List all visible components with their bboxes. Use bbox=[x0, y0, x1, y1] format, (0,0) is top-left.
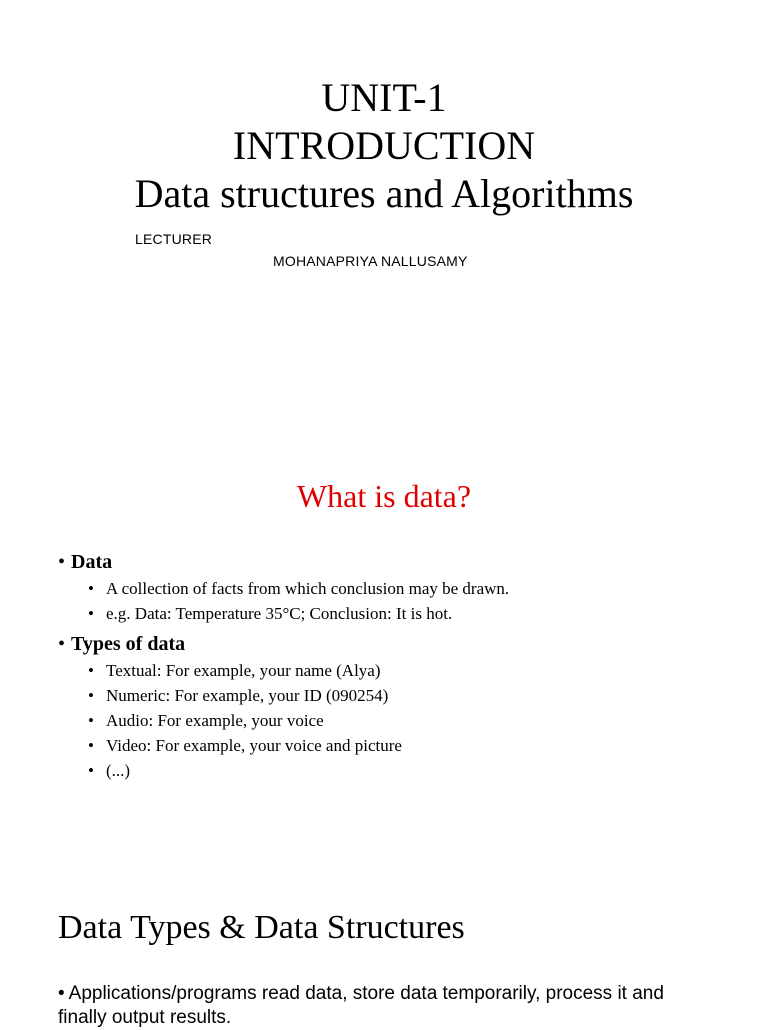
slide-what-is-data bbox=[0, 420, 768, 880]
bullet-dot: • bbox=[88, 761, 94, 780]
slide3-bullet bbox=[58, 982, 708, 1030]
sub-bullet bbox=[88, 685, 388, 707]
bullet-label: Data bbox=[71, 551, 113, 573]
slide-data-types bbox=[0, 880, 768, 1028]
sub-bullet bbox=[88, 660, 381, 682]
sub-bullet-text: Textual: For example, your name (Alya) bbox=[106, 661, 381, 680]
lecturer-name: MOHANAPRIYA NALLUSAMY bbox=[273, 253, 468, 269]
bullet-label: Types of data bbox=[71, 633, 186, 655]
slide3-bullet-text: Applications/programs read data, store data temporarily, process it and finally output results. bbox=[58, 983, 664, 1028]
bullet-dot: • bbox=[88, 736, 94, 755]
bullet-types-of-data bbox=[58, 632, 185, 656]
bullet-dot: • bbox=[88, 711, 94, 730]
sub-bullet bbox=[88, 760, 130, 782]
sub-bullet-text: Numeric: For example, your ID (090254) bbox=[106, 686, 389, 705]
lecturer-label: LECTURER bbox=[135, 231, 213, 247]
sub-bullet bbox=[88, 735, 402, 757]
sub-bullet bbox=[88, 578, 509, 600]
sub-bullet bbox=[88, 710, 324, 732]
sub-bullet-text: (...) bbox=[106, 761, 131, 780]
slide-title-subject: Data structures and Algorithms bbox=[134, 171, 634, 216]
bullet-dot: • bbox=[58, 983, 65, 1004]
slide-title-introduction: INTRODUCTION bbox=[232, 123, 536, 168]
bullet-dot: • bbox=[88, 579, 94, 598]
sub-bullet bbox=[88, 603, 452, 625]
bullet-dot: • bbox=[88, 686, 94, 705]
sub-bullet-text: Video: For example, your voice and picture bbox=[106, 736, 402, 755]
bullet-data bbox=[58, 550, 112, 574]
bullet-dot: • bbox=[58, 633, 66, 655]
bullet-dot: • bbox=[88, 661, 94, 680]
sub-bullet-text: Audio: For example, your voice bbox=[106, 711, 324, 730]
slide-title-unit: UNIT-1 bbox=[321, 75, 447, 120]
sub-bullet-text: e.g. Data: Temperature 35°C; Conclusion: It is hot. bbox=[106, 604, 453, 623]
bullet-dot: • bbox=[88, 604, 94, 623]
slide-title bbox=[0, 0, 768, 420]
slide2-title: What is data? bbox=[296, 478, 472, 514]
bullet-dot: • bbox=[58, 551, 66, 573]
sub-bullet-text: A collection of facts from which conclusion may be drawn. bbox=[106, 579, 510, 598]
slide3-title: Data Types & Data Structures bbox=[58, 909, 465, 946]
